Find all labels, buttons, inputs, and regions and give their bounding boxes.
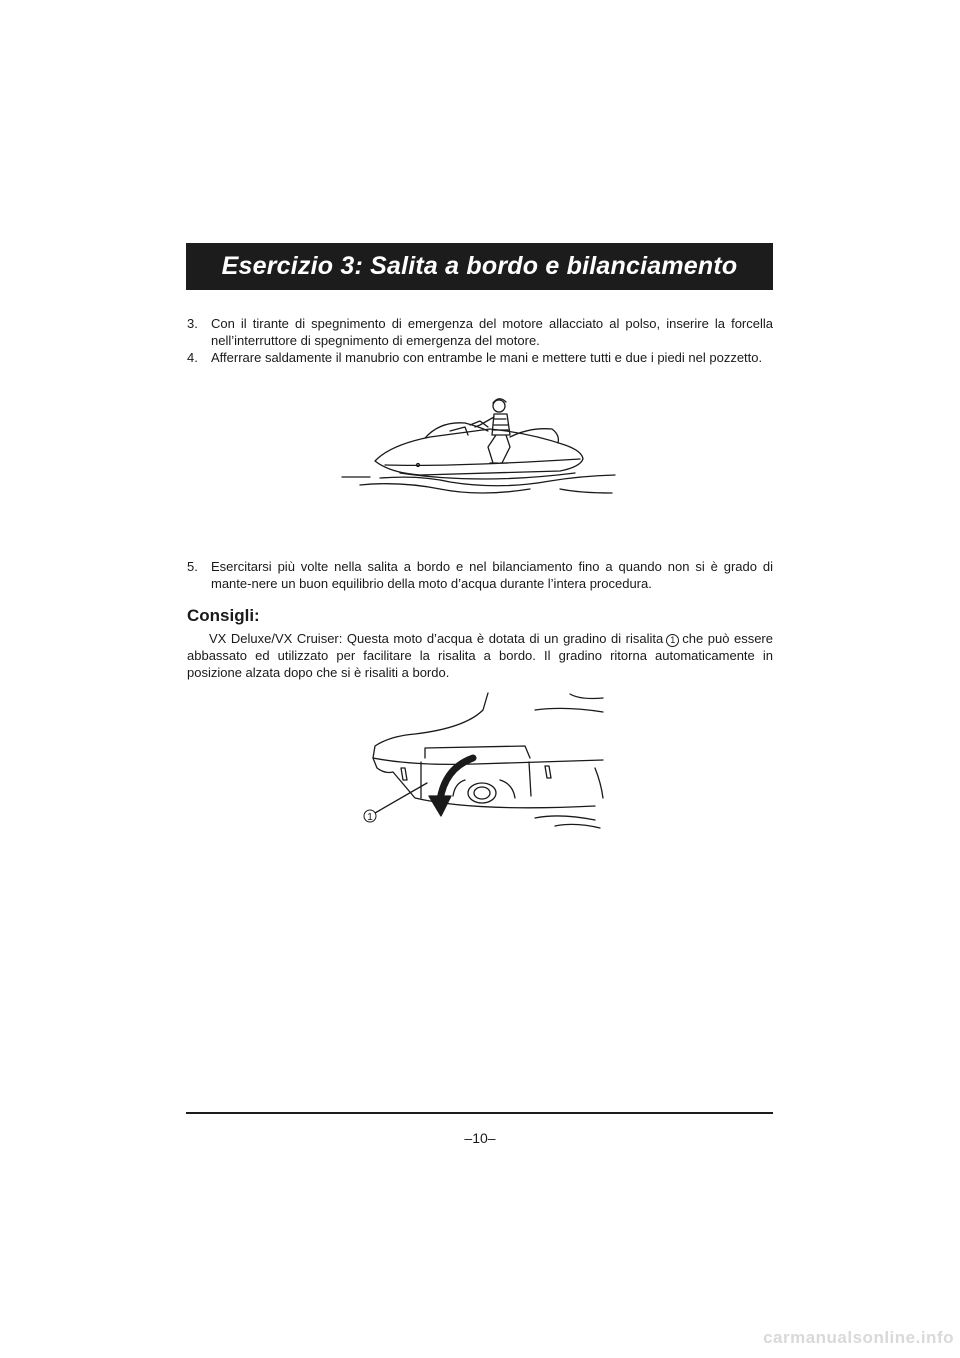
footer-rule (186, 1112, 773, 1114)
section-title-bar (186, 243, 773, 290)
step-4 (187, 349, 773, 366)
figure-rider-on-watercraft (330, 385, 630, 510)
step-number: 3. (187, 316, 198, 331)
section-title: Esercizio 3: Salita a bordo e bilanciamento (221, 252, 738, 280)
step-text: Esercitarsi più volte nella salita a bordo e nel bilanciamento fino a quando non si è grado di mante-nere un buon equilibrio della moto d’acqua durante l’intera procedura. (211, 559, 773, 591)
step-3 (187, 315, 773, 349)
tips-paragraph (187, 630, 773, 681)
step-text: Con il tirante di spegnimento di emergenza del motore allacciato al polso, inserire la forcella nell’interruttore di spegnimento di emergenza del motore. (211, 316, 773, 348)
watermark: carmanualsonline.info (763, 1328, 954, 1347)
tips-text-after: che può essere abbassato ed utilizzato per facilitare la risalita a bordo. Il gradino ritorna automaticamente in posizione alzata dopo che si è risaliti a bordo. (187, 631, 773, 680)
callout-1-icon: 1 (666, 634, 679, 647)
step-number: 4. (187, 350, 198, 365)
page-number: –10– (464, 1130, 496, 1146)
step-text: Afferrare saldamente il manubrio con entrambe le mani e mettere tutti e due i piedi nel pozzetto. (211, 350, 763, 365)
figure-boarding-step (355, 688, 607, 833)
tips-text-before: VX Deluxe/VX Cruiser: Questa moto d’acqua è dotata di un gradino di risalita (209, 631, 664, 646)
step-number: 5. (187, 559, 198, 574)
tips-heading: Consigli: (187, 606, 260, 625)
step-5 (187, 558, 773, 592)
figure-callout-label: 1 (367, 812, 373, 823)
